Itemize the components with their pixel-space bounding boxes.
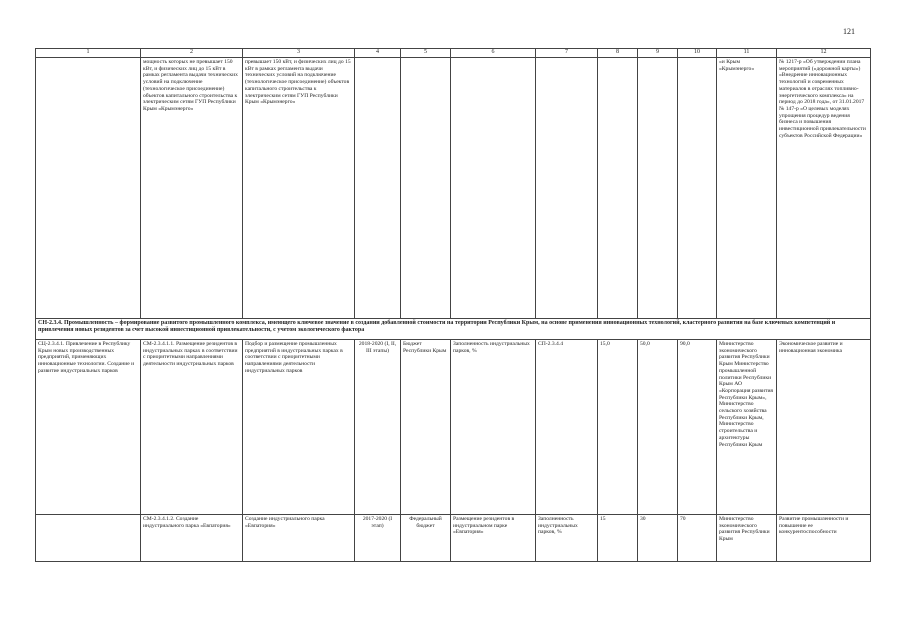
plan-table xyxy=(35,48,871,562)
col-header-1: 1 xyxy=(36,49,141,58)
table-row xyxy=(36,58,871,319)
col-header-10: 10 xyxy=(678,49,717,58)
cell-responsible: Министерство экономического развития Республики Крым Министерство промышленной политики Республики Крым АО «Корпорация развития Республики Крым», Министерство сельского хозяйства Республики Крым, Министерство строительства и архитектуры Республики Крым xyxy=(717,340,777,515)
cell-period: 2018-2020 (I, II, III этапы) xyxy=(355,340,401,515)
col-header-12: 12 xyxy=(777,49,871,58)
cell-source: Федеральный бюджет xyxy=(401,515,451,562)
table-row xyxy=(36,515,871,562)
cell-source: Бюджет Республики Крым xyxy=(401,340,451,515)
section-heading: СН-2.3.4. Промышленность – формирование развитого промышленного комплекса, имеющего ключевое значение в создании добавленной стоимости на территории Республики Крым, на основе применения инновационных технологий, кластерного развития на базе ключевых компетенций и привлечения новых резидентов за счет высокой инвестиционной привлекательности, с учетом экологического фактора xyxy=(36,319,871,340)
cell-action-text: превышает 150 кВт, и физических лиц до 15 кВт в рамках регламента выдачи технических условий на подключение (технологическое присоединение) объектов капитального строительства к электрическим сетям ГУП Республики Крым «Крымэнерго» xyxy=(243,58,355,319)
page-number: 121 xyxy=(843,27,855,36)
cell-action: Создание индустриального парка «Евпатория» xyxy=(243,515,355,562)
cell xyxy=(678,58,717,319)
cell-measure-text: мощность которых не превышает 150 кВт, и физических лиц до 15 кВт в рамках регламента выдачи технических условий на подключение (технологическое присоединение) объектов капитального строительства к электрическим сетям ГУП Республики Крым «Крымэнерго» xyxy=(141,58,243,319)
cell-period: 2017-2020 (I этап) xyxy=(355,515,401,562)
col-header-6: 6 xyxy=(451,49,536,58)
cell-responsible: «и Крым «Крымэнерго» xyxy=(717,58,777,319)
cell-code: Заполненность индустриальных парков, % xyxy=(536,515,598,562)
header-row xyxy=(36,49,871,58)
cell xyxy=(401,58,451,319)
col-header-9: 9 xyxy=(638,49,678,58)
cell-value-3: 90,0 xyxy=(678,340,717,515)
cell-indicator: Заполненность индустриальных парков, % xyxy=(451,340,536,515)
col-header-2: 2 xyxy=(141,49,243,58)
cell-responsible: Министерство экономического развития Республики Крым xyxy=(717,515,777,562)
cell-measure: СМ-2.3.4.1.2. Создание индустриального парка «Евпатория» xyxy=(141,515,243,562)
cell xyxy=(536,58,598,319)
cell-action: Подбор и размещение промышленных предприятий в индустриальных парках в соответствии с приоритетными направлениями деятельности индустриальных парков xyxy=(243,340,355,515)
cell xyxy=(36,58,141,319)
cell-value-1: 15 xyxy=(598,515,638,562)
col-header-7: 7 xyxy=(536,49,598,58)
col-header-4: 4 xyxy=(355,49,401,58)
cell-measure: СМ-2.3.4.1.1. Размещение резидентов в индустриальных парках в соответствии с приоритетными направлениями деятельности индустриальных парков xyxy=(141,340,243,515)
cell-documents: № 1217-р «Об утверждении плана мероприятий («дорожной карты») «Внедрение инновационных технологий и современных материалов в отраслях топливно-энергетического комплекса» на период до 2018 года», от 31.01.2017 № 147-р «О целевых моделях упрощения процедур ведения бизнеса и повышения инвестиционной привлекательности субъектов Российской Федерации» xyxy=(777,58,871,319)
cell xyxy=(451,58,536,319)
cell xyxy=(598,58,638,319)
cell-value-2: 50,0 xyxy=(638,340,678,515)
col-header-11: 11 xyxy=(717,49,777,58)
col-header-8: 8 xyxy=(598,49,638,58)
cell-goal: СЦ-2.3.4.1. Привлечение в Республику Крым новых производственных предприятий, применяющих инновационные технологии. Создание и развитие индустриальных парков xyxy=(36,340,141,515)
cell-indicator: Размещение резидентов в индустриальном парке «Евпатория» xyxy=(451,515,536,562)
col-header-3: 3 xyxy=(243,49,355,58)
cell xyxy=(638,58,678,319)
cell-program: Экономическое развитие и инновационная экономика xyxy=(777,340,871,515)
cell-code: СП-2.3.4.4 xyxy=(536,340,598,515)
cell xyxy=(36,515,141,562)
cell-value-3: 70 xyxy=(678,515,717,562)
cell-value-1: 15,0 xyxy=(598,340,638,515)
col-header-5: 5 xyxy=(401,49,451,58)
table-row xyxy=(36,340,871,515)
cell xyxy=(355,58,401,319)
section-row xyxy=(36,319,871,340)
cell-value-2: 30 xyxy=(638,515,678,562)
cell-program: Развитие промышленности и повышение ее конкурентоспособности xyxy=(777,515,871,562)
